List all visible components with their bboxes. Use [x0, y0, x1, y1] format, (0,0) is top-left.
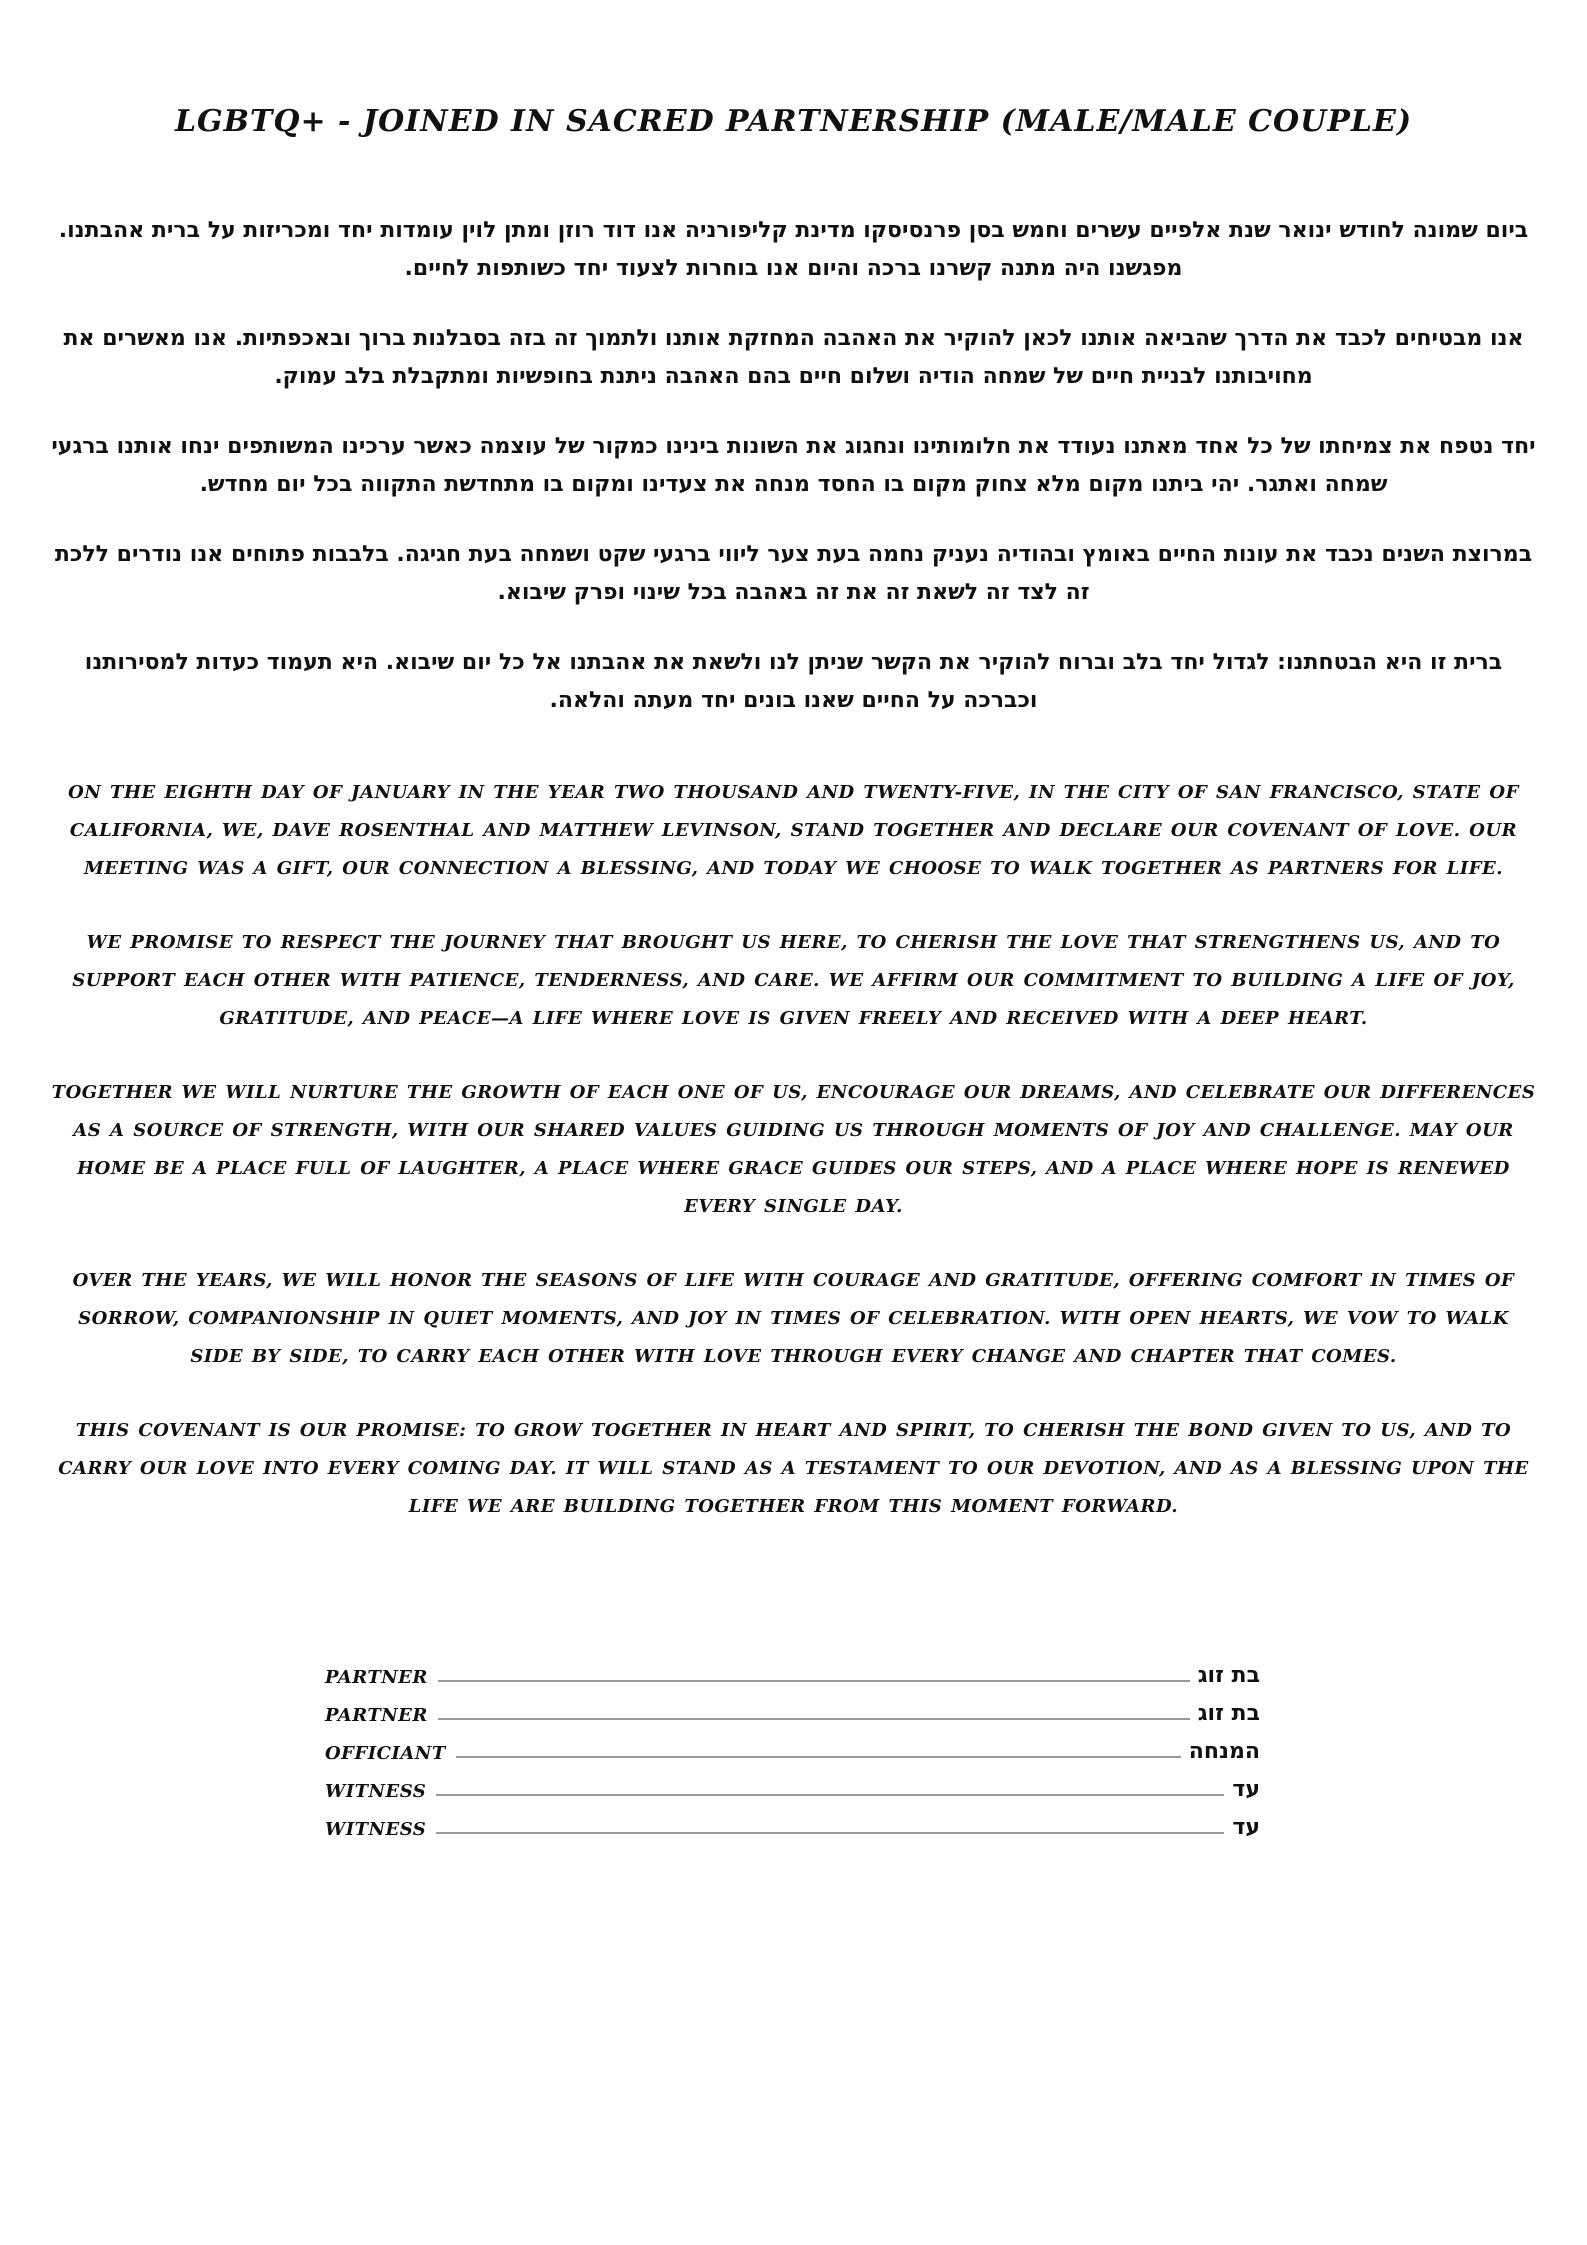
- signature-line[interactable]: [438, 1679, 1190, 1682]
- signature-label-en: PARTNER: [325, 1667, 428, 1688]
- english-paragraph: TOGETHER WE WILL NURTURE THE GROWTH OF EACH ONE OF US, ENCOURAGE OUR DREAMS, AND CELEBRATE OUR DIFFERENCES AS A SOURCE OF STRENGTH, WITH OUR SHARED VALUES GUIDING US THROUGH MOMENTS OF JOY AND CHALLENGE. MAY OUR HOME BE A PLACE FULL OF LAUGHTER, A PLACE WHERE GRACE GUIDES OUR STEPS, AND A PLACE WHERE HOPE IS RENEWED EVERY SINGLE DAY.: [51, 1082, 1536, 1217]
- english-text-block: [50, 774, 1537, 1562]
- signature-row-officiant: [325, 1728, 1260, 1766]
- signature-row-partner-2: [325, 1690, 1260, 1728]
- signature-label-he: המנחה: [1188, 1739, 1260, 1764]
- hebrew-text-block: [50, 212, 1537, 752]
- signature-line[interactable]: [436, 1831, 1224, 1834]
- english-paragraph: ON THE EIGHTH DAY OF JANUARY IN THE YEAR TWO THOUSAND AND TWENTY-FIVE, IN THE CITY OF SAN FRANCISCO, STATE OF CALIFORNIA, WE, DAVE ROSENTHAL AND MATTHEW LEVINSON, STAND TOGETHER AND DECLARE OUR COVENANT OF LOVE. OUR MEETING WAS A GIFT, OUR CONNECTION A BLESSING, AND TODAY WE CHOOSE TO WALK TOGETHER AS PARTNERS FOR LIFE.: [68, 782, 1519, 879]
- signature-block: [325, 1652, 1260, 1842]
- document-title: LGBTQ+ - JOINED IN SACRED PARTNERSHIP (MALE/MALE COUPLE): [174, 104, 1413, 139]
- signature-label-he: בת זוג: [1197, 1701, 1260, 1726]
- signature-label-he: עד: [1232, 1815, 1260, 1840]
- hebrew-paragraph: במרוצת השנים נכבד את עונות החיים באומץ ובהודיה נעניק נחמה בעת צער ליווי ברגעי שקט ושמחה בעת חגיגה. בלבבות פתוחים אנו נודרים ללכת זה לצד זה לשאת זה את זה באהבה בכל שינוי ופרק שיבוא.: [54, 542, 1533, 605]
- signature-row-witness-1: [325, 1766, 1260, 1804]
- signature-line[interactable]: [438, 1717, 1190, 1720]
- english-paragraph: WE PROMISE TO RESPECT THE JOURNEY THAT BROUGHT US HERE, TO CHERISH THE LOVE THAT STRENGTHENS US, AND TO SUPPORT EACH OTHER WITH PATIENCE, TENDERNESS, AND CARE. WE AFFIRM OUR COMMITMENT TO BUILDING A LIFE OF JOY, GRATITUDE, AND PEACE—A LIFE WHERE LOVE IS GIVEN FREELY AND RECEIVED WITH A DEEP HEART.: [72, 932, 1515, 1029]
- signature-line[interactable]: [456, 1755, 1181, 1758]
- signature-label-he: בת זוג: [1197, 1663, 1260, 1688]
- signature-label-en: WITNESS: [325, 1819, 427, 1840]
- english-paragraph: OVER THE YEARS, WE WILL HONOR THE SEASONS OF LIFE WITH COURAGE AND GRATITUDE, OFFERING COMFORT IN TIMES OF SORROW, COMPANIONSHIP IN QUIET MOMENTS, AND JOY IN TIMES OF CELEBRATION. WITH OPEN HEARTS, WE VOW TO WALK SIDE BY SIDE, TO CARRY EACH OTHER WITH LOVE THROUGH EVERY CHANGE AND CHAPTER THAT COMES.: [72, 1270, 1515, 1367]
- hebrew-paragraph: אנו מבטיחים לכבד את הדרך שהביאה אותנו לכאן להוקיר את האהבה המחזקת אותנו ולתמוך זה בזה בסבלנות ברוך ובאכפתיות. אנו מאשרים את מחויבותנו לבניית חיים של שמחה הודיה ושלום חיים בהם האהבה ניתנת בחופשיות ומתקבלת בלב עמוק.: [63, 326, 1524, 389]
- hebrew-paragraph: ברית זו היא הבטחתנו: לגדול יחד בלב וברוח להוקיר את הקשר שניתן לנו ולשאת את אהבתנו אל כל יום שיבוא. היא תעמוד כעדות למסירותנו וכברכה על החיים שאנו בונים יחד מעתה והלאה.: [84, 650, 1503, 713]
- hebrew-paragraph: יחד נטפח את צמיחתו של כל אחד מאתנו נעודד את חלומותינו ונחגוג את השונות בינינו כמקור של עוצמה כאשר ערכינו המשותפים ינחו אותנו ברגעי שמחה ואתגר. יהי ביתנו מקום מלא צחוק מקום בו החסד מנחה את צעדינו ומקום בו מתחדשת התקווה בכל יום מחדש.: [51, 434, 1536, 497]
- signature-row-partner-1: [325, 1652, 1260, 1690]
- hebrew-paragraph: ביום שמונה לחודש ינואר שנת אלפיים עשרים וחמש בסן פרנסיסקו מדינת קליפורניה אנו דוד רוזן ומתן לוין עומדות יחד ומכריזות על ברית אהבתנו. מפגשנו היה מתנה קשרנו ברכה והיום אנו בוחרות לצעוד יחד כשותפות לחיים.: [58, 218, 1529, 281]
- signature-line[interactable]: [436, 1793, 1224, 1796]
- signature-label-en: PARTNER: [325, 1705, 428, 1726]
- signature-label-en: WITNESS: [325, 1781, 427, 1802]
- signature-label-en: OFFICIANT: [325, 1743, 446, 1764]
- english-paragraph: THIS COVENANT IS OUR PROMISE: TO GROW TOGETHER IN HEART AND SPIRIT, TO CHERISH THE BOND GIVEN TO US, AND TO CARRY OUR LOVE INTO EVERY COMING DAY. IT WILL STAND AS A TESTAMENT TO OUR DEVOTION, AND AS A BLESSING UPON THE LIFE WE ARE BUILDING TOGETHER FROM THIS MOMENT FORWARD.: [58, 1420, 1529, 1517]
- signature-row-witness-2: [325, 1804, 1260, 1842]
- signature-label-he: עד: [1232, 1777, 1260, 1802]
